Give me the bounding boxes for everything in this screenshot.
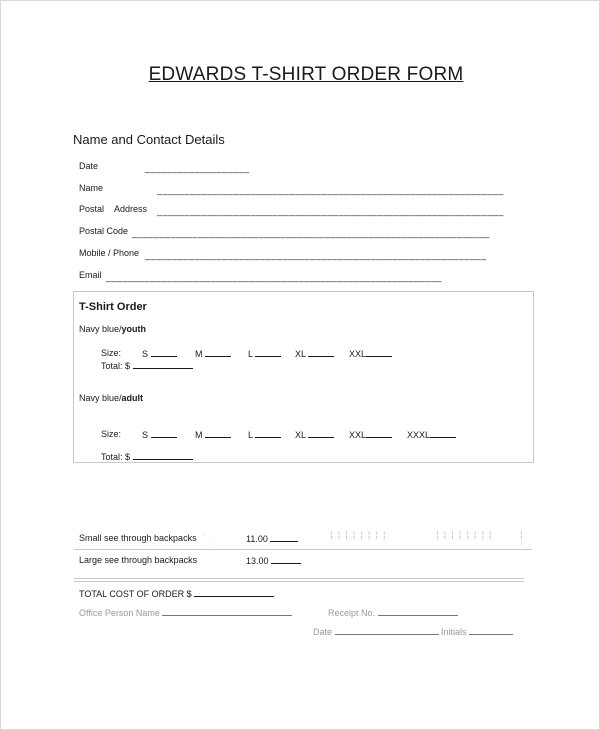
youth-label: Navy blue/youth <box>79 324 147 334</box>
name-label: Name <box>79 183 104 193</box>
small-backpack-price[interactable]: 11.00 <box>246 533 298 544</box>
mobile-label: Mobile / Phone <box>79 248 140 258</box>
date-field[interactable]: ___________________ <box>145 163 250 173</box>
contact-section-heading: Name and Contact Details <box>73 132 225 147</box>
youth-total[interactable]: Total: $ <box>101 360 193 371</box>
postal-code-label: Postal Code <box>79 226 129 236</box>
tshirt-order-heading: T-Shirt Order <box>79 301 147 313</box>
youth-size-xxl[interactable]: XXL <box>349 348 392 359</box>
youth-size-label: Size: <box>101 348 122 358</box>
receipt-label[interactable]: Receipt No. <box>328 607 458 618</box>
postal-code-field[interactable]: _________________________________________________________________ <box>132 228 490 238</box>
adult-size-xxl[interactable]: XXL <box>349 429 392 440</box>
divider <box>74 578 524 579</box>
divider <box>74 581 524 582</box>
email-label: Email <box>79 270 102 280</box>
adult-total[interactable]: Total: $ <box>101 451 193 462</box>
decorative-marks: ˙ <box>210 543 215 554</box>
address-field[interactable]: _______________________________________________________________ <box>157 206 504 216</box>
form-title: EDWARDS T-SHIRT ORDER FORM <box>148 64 464 85</box>
youth-size-l[interactable]: L <box>248 348 281 359</box>
mobile-field[interactable]: ______________________________________________________________ <box>145 250 487 260</box>
decorative-marks: ⁞ <box>520 531 524 542</box>
office-person-label[interactable]: Office Person Name <box>79 607 292 618</box>
address-label: Address <box>114 204 148 214</box>
adult-size-s[interactable]: S <box>142 429 177 440</box>
adult-size-xxxl[interactable]: XXXL <box>407 429 456 440</box>
adult-size-m[interactable]: M <box>195 429 231 440</box>
small-backpack-label: Small see through backpacks <box>79 533 197 543</box>
decorative-marks: ˙ <box>520 543 525 554</box>
divider <box>74 549 532 550</box>
youth-size-s[interactable]: S <box>142 348 177 359</box>
decorative-marks: ˙ <box>202 533 207 544</box>
large-backpack-label: Large see through backpacks <box>79 555 198 565</box>
total-cost-label[interactable]: TOTAL COST OF ORDER $ <box>79 588 274 599</box>
date-label: Date <box>79 161 99 171</box>
office-date-label[interactable]: Date <box>313 626 439 637</box>
decorative-marks: ⁞ ⁞ ⁞ ⁞ ⁞ ⁞ ⁞ ⁞ <box>330 531 387 542</box>
youth-size-xl[interactable]: XL <box>295 348 334 359</box>
adult-size-label: Size: <box>101 429 122 439</box>
large-backpack-price[interactable]: 13.00 <box>246 555 301 566</box>
youth-size-m[interactable]: M <box>195 348 231 359</box>
email-field[interactable]: _____________________________________________________________ <box>106 272 442 282</box>
initials-label[interactable]: Initials <box>441 626 513 637</box>
adult-label: Navy blue/adult <box>79 393 144 403</box>
adult-size-xl[interactable]: XL <box>295 429 334 440</box>
decorative-marks: ⁞ ⁞ ⁞ ⁞ ⁞ ⁞ ⁞ ⁞ <box>436 531 493 542</box>
postal-label: Postal <box>79 204 105 214</box>
adult-size-l[interactable]: L <box>248 429 281 440</box>
name-field[interactable]: _______________________________________________________________ <box>157 185 504 195</box>
